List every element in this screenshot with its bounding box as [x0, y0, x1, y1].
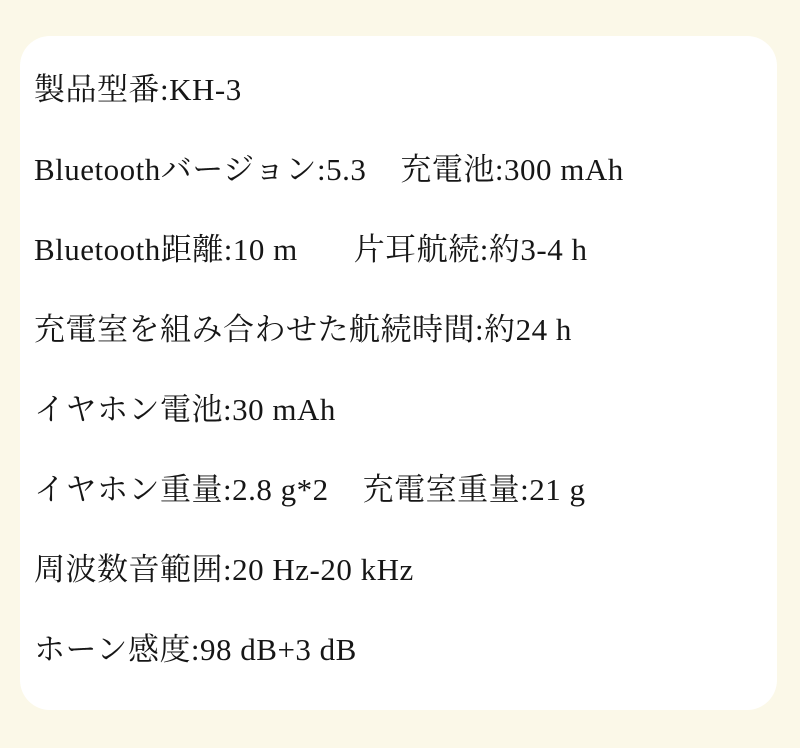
spec-label: 製品型番 — [34, 72, 160, 107]
spec-colon: : — [494, 152, 505, 187]
spec-pair-case-weight — [363, 472, 586, 507]
spec-colon: : — [223, 232, 233, 267]
spec-value: 98 dB+3 dB — [200, 632, 357, 667]
spec-value: 10 m — [232, 232, 298, 267]
spec-line-frequency-range — [34, 530, 767, 610]
spec-colon: : — [520, 472, 530, 507]
spec-line-earphone-battery — [34, 370, 767, 450]
spec-pair-earphone-weight — [34, 472, 329, 507]
spec-colon: : — [317, 152, 327, 187]
spec-line-bluetooth-version-battery — [34, 130, 767, 210]
spec-colon: : — [475, 312, 485, 347]
spec-value: 約3-4 h — [488, 232, 588, 267]
spec-colon: : — [160, 72, 170, 107]
spec-value: 5.3 — [326, 152, 367, 187]
spec-label: 充電池 — [400, 152, 495, 187]
spec-pair-earphone-battery — [34, 392, 336, 427]
spec-pair-charge-battery — [400, 152, 623, 187]
spec-value: 2.8 g*2 — [232, 472, 329, 507]
spec-colon: : — [223, 392, 233, 427]
spec-line-weights — [34, 450, 767, 530]
spec-label: 充電室重量 — [362, 472, 521, 507]
spec-colon: : — [223, 552, 233, 587]
spec-pair-single-ear-playtime — [354, 232, 588, 267]
spec-label: Bluetooth距離 — [34, 232, 224, 267]
spec-value: 20 Hz-20 kHz — [232, 552, 414, 587]
spec-value: KH-3 — [169, 72, 242, 107]
spec-colon: : — [190, 632, 201, 667]
spec-label: 充電室を組み合わせた航続時間 — [34, 312, 475, 347]
spec-label: ホーン感度 — [34, 632, 191, 667]
spec-label: イヤホン電池 — [34, 392, 223, 427]
spec-line-model — [34, 50, 767, 130]
spec-pair-total-playtime — [34, 312, 572, 347]
spec-colon: : — [479, 232, 489, 267]
spec-label: イヤホン重量 — [34, 472, 223, 507]
spec-label: 周波数音範囲 — [34, 552, 223, 587]
spec-line-total-playtime — [34, 290, 767, 370]
spec-colon: : — [223, 472, 233, 507]
spec-pair-model — [34, 72, 242, 107]
spec-value: 21 g — [529, 472, 586, 507]
spec-label: 片耳航続 — [353, 232, 480, 267]
spec-line-speaker-sensitivity — [34, 610, 767, 690]
spec-pair-bluetooth-range — [34, 232, 298, 267]
spec-value: 約24 h — [484, 312, 572, 347]
spec-pair-frequency-range — [34, 552, 414, 587]
spec-line-bluetooth-range-playtime — [34, 210, 767, 290]
spec-pair-bluetooth-version — [34, 152, 366, 187]
spec-card — [20, 36, 777, 710]
spec-pair-speaker-sensitivity — [34, 632, 357, 667]
spec-value: 300 mAh — [504, 152, 624, 187]
spec-label: Bluetoothバージョン — [34, 152, 318, 187]
spec-value: 30 mAh — [232, 392, 336, 427]
